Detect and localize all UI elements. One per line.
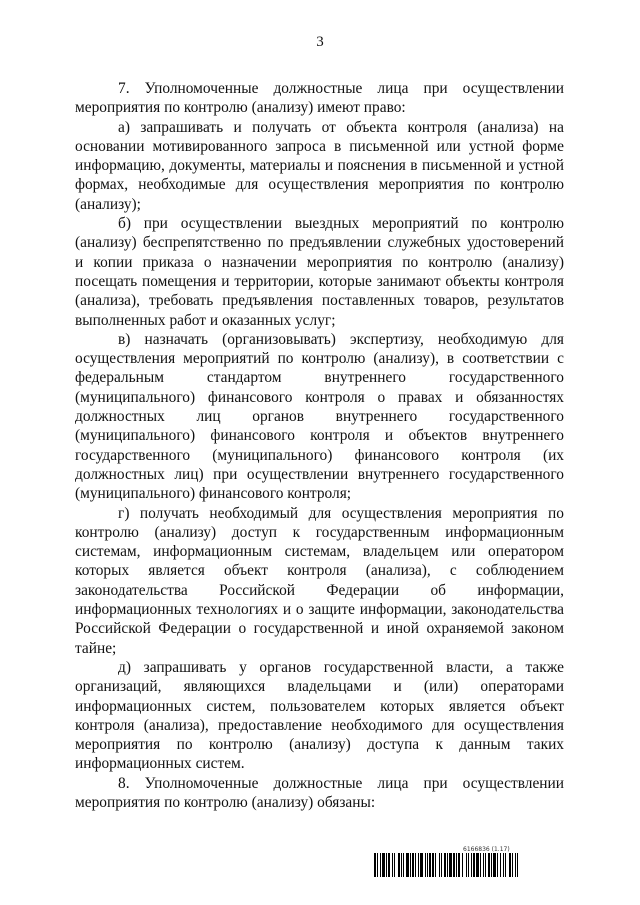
- document-code: 6166836 (1.17): [463, 846, 510, 853]
- paragraph-item-7: 7. Уполномоченные должностные лица при осуществлении мероприятия по контролю (анализу) имеют право:: [75, 80, 564, 117]
- paragraph-item-8: 8. Уполномоченные должностные лица при осуществлении мероприятия по контролю (анализу) обязаны:: [75, 774, 564, 811]
- page-number: 3: [316, 34, 324, 50]
- paragraph-subitem-b: б) при осуществлении выездных мероприятий по контролю (анализу) беспрепятственно по предъявлении служебных удостоверений и копии приказа о назначении мероприятия по контролю (анализу) посещать помещения и территории, которые занимают объекты контроля (анализа), требовать предъявления поставленных товаров, результатов выполненных работ и оказанных услуг;: [75, 215, 564, 329]
- paragraph-subitem-a: а) запрашивать и получать от объекта контроля (анализа) на основании мотивированного запроса в письменной или устной форме информацию, документы, материалы и пояснения в письменной и устной формах, необходимые для осуществления мероприятия по контролю (анализу);: [75, 118, 564, 213]
- paragraph-subitem-g: г) получать необходимый для осуществления мероприятия по контролю (анализу) доступ к государственным информационным системам, информационным системам, владельцем или оператором которых является объект контроля (анализа), с соблюдением законодательства Российской Федерации об информации, информационных технологиях и о защите информации, законодательства Российской Федерации о государственной и иной охраняемой законом тайне;: [75, 504, 564, 657]
- paragraph-subitem-d: д) запрашивать у органов государственной власти, а также организаций, являющихся владельцами и (или) операторами информационных систем, пользователем которых является объект контроля (анализа), предоставление необходимого для осуществления мероприятия по контролю (анализу) доступа к данным таких информационных систем.: [75, 658, 564, 773]
- paragraph-subitem-v: в) назначать (организовывать) экспертизу, необходимую для осуществления мероприятий по контролю (анализу), в соответствии с федеральным стандартом внутреннего государственного (муниципального) финансового контроля о правах и обязанностях должностных лиц органов внутреннего государственного (муниципального) финансового контроля и объектов внутреннего государственного (муниципального) финансового контроля (их должностных лиц) при осуществлении внутреннего государственного (муниципального) финансового контроля;: [75, 330, 564, 503]
- document-body: [75, 79, 564, 812]
- barcode-icon: [374, 853, 564, 877]
